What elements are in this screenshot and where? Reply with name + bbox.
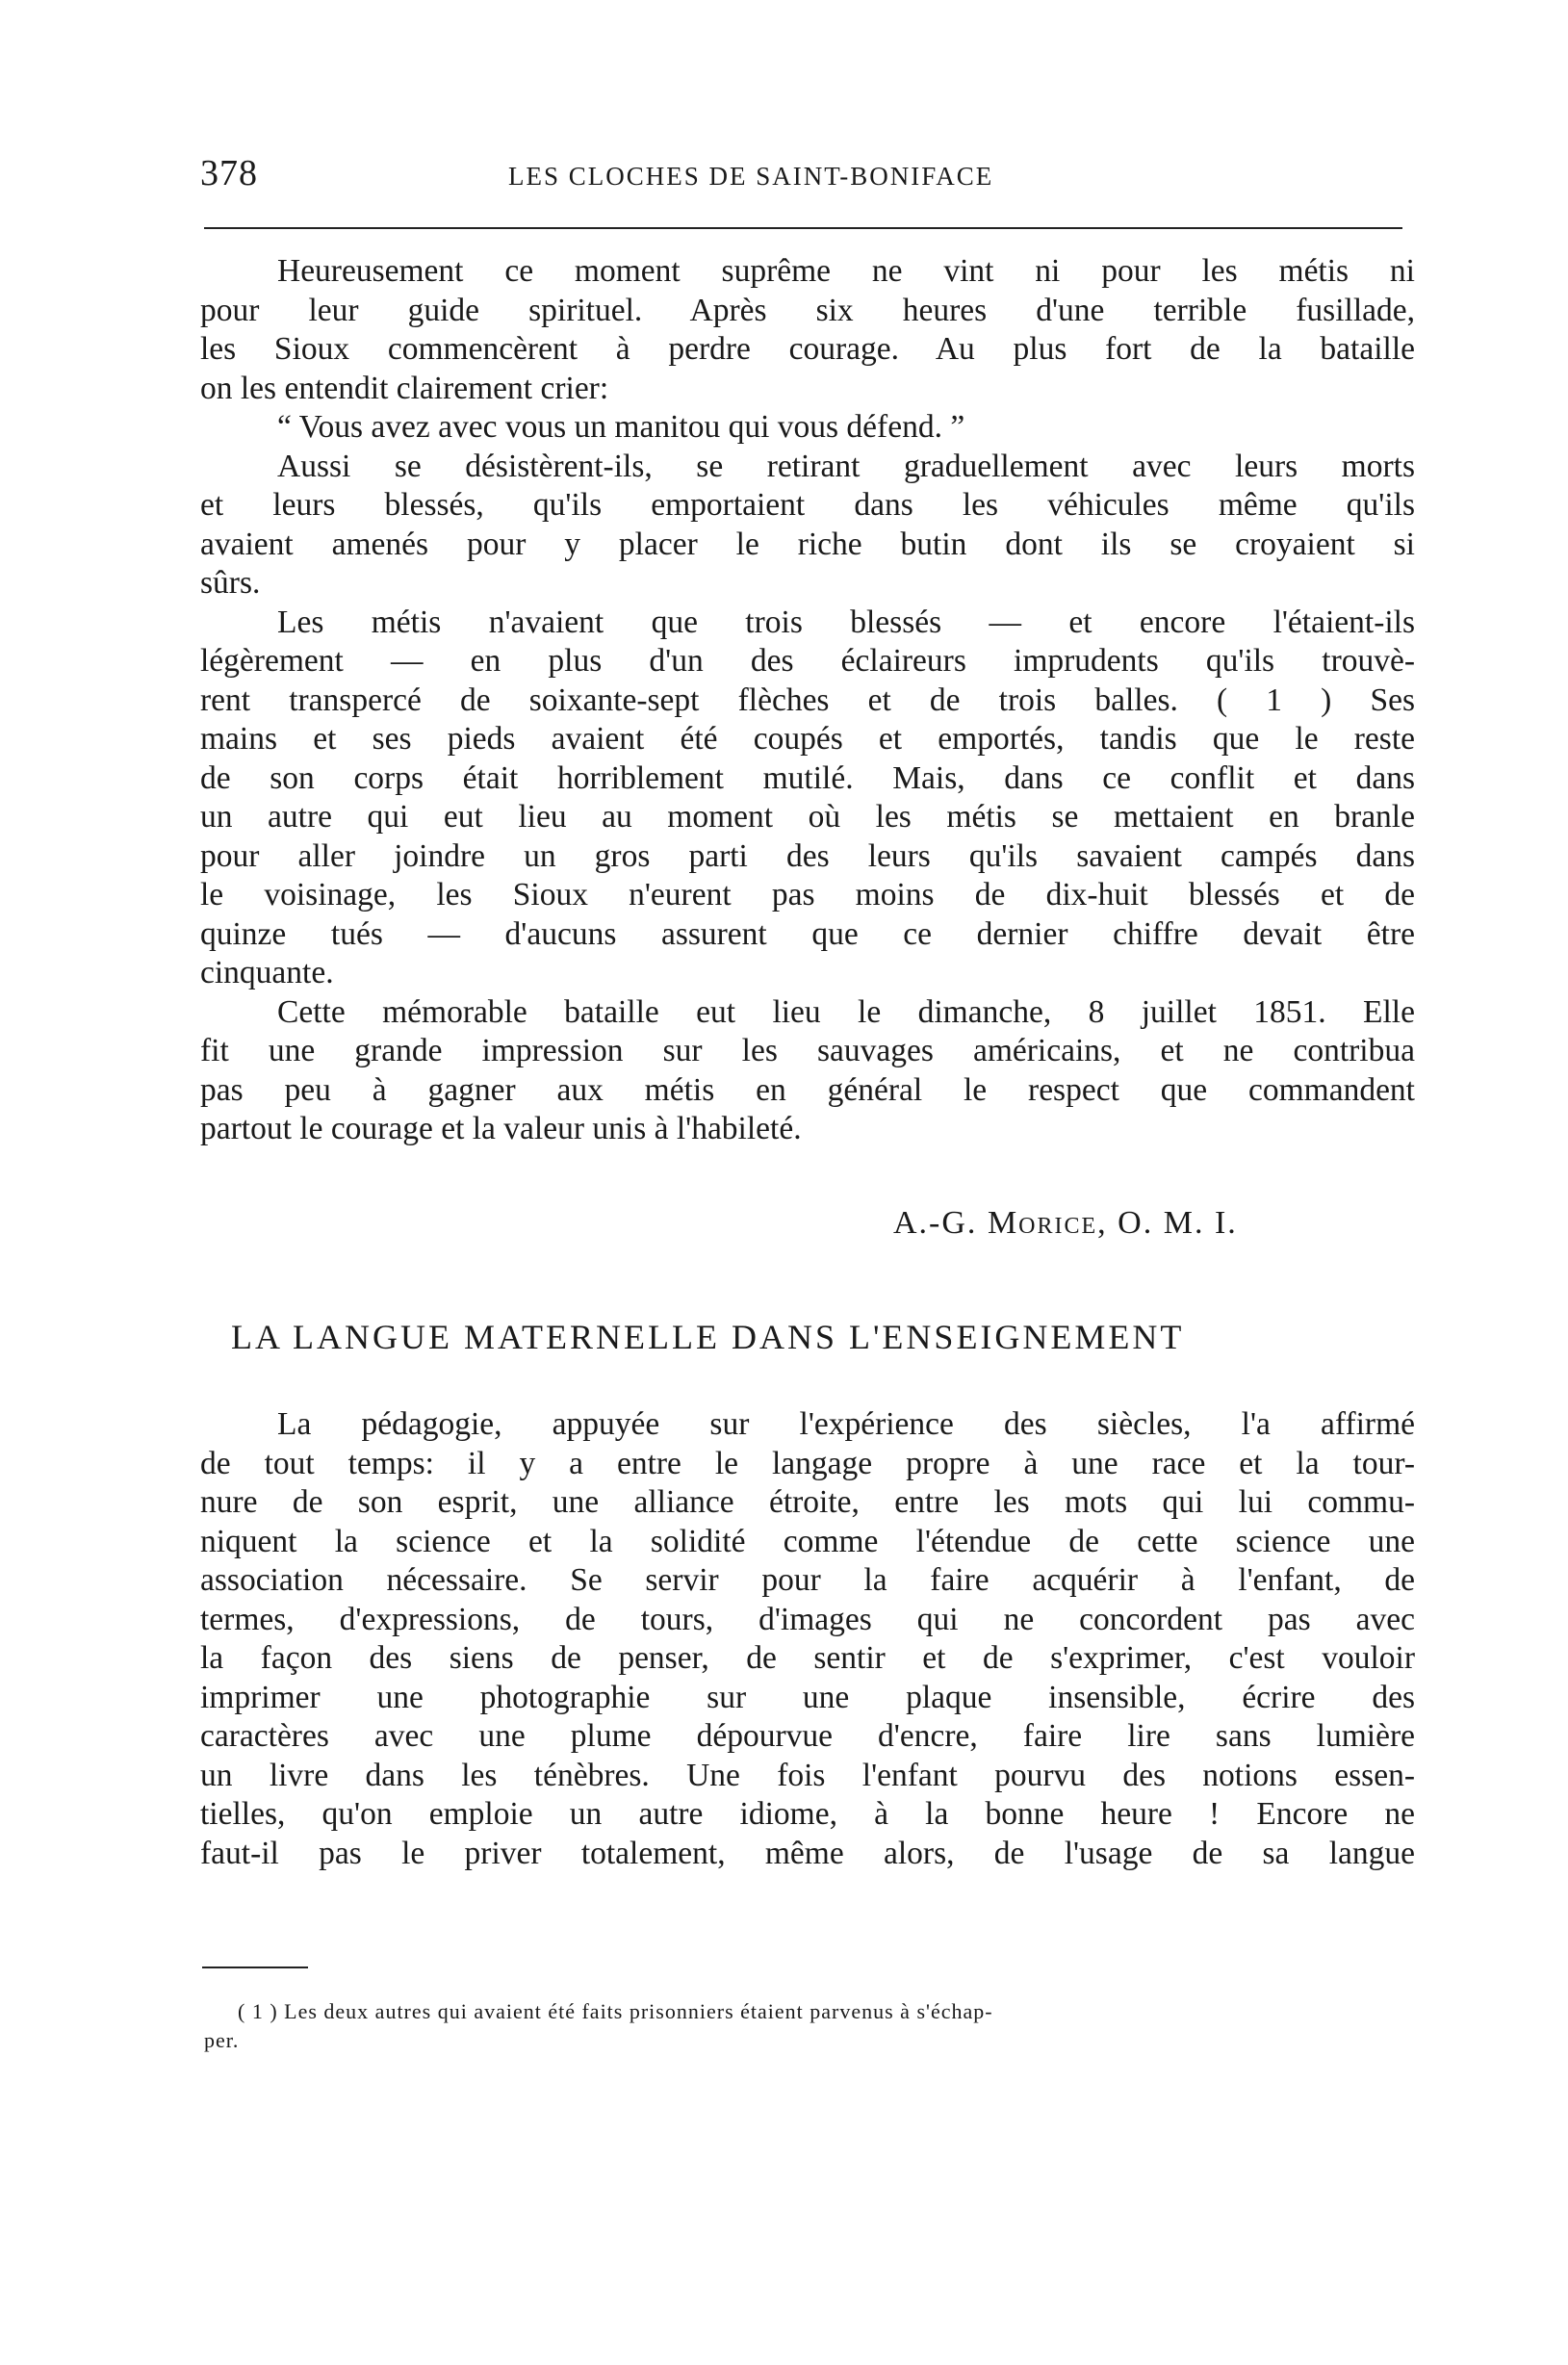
text-line: un livre dans les ténèbres. Une fois l'enfant pourvu des notions essen- bbox=[200, 1757, 1415, 1793]
quoted-line: “ Vous avez avec vous un manitou qui vous défend. ” bbox=[277, 409, 965, 445]
text-line: pour aller joindre un gros parti des leurs qu'ils savaient campés dans bbox=[200, 837, 1415, 874]
signature-order: , O. M. I. bbox=[1097, 1205, 1238, 1241]
text-line: le voisinage, les Sioux n'eurent pas moins de dix-huit blessés et de bbox=[200, 877, 1415, 913]
text-line: et leurs blessés, qu'ils emportaient dans les véhicules même qu'ils bbox=[200, 487, 1415, 523]
text-line: pour leur guide spirituel. Après six heures d'une terrible fusillade, bbox=[200, 292, 1415, 328]
footnote-line: ( 1 ) Les deux autres qui avaient été faits prisonniers étaient parvenus à s'échap- bbox=[238, 1999, 993, 2023]
running-head bbox=[200, 152, 1403, 200]
running-title: LES CLOCHES DE SAINT-BONIFACE bbox=[508, 162, 994, 191]
article-one-body bbox=[200, 252, 1415, 1149]
text-line: Aussi se désistèrent-ils, se retirant graduellement avec leurs morts bbox=[277, 448, 1415, 484]
text-line: imprimer une photographie sur une plaque insensible, écrire des bbox=[200, 1679, 1415, 1715]
text-line: niquent la science et la solidité comme l'étendue de cette science une bbox=[200, 1523, 1415, 1559]
text-line: cinquante. bbox=[200, 955, 334, 990]
text-line: termes, d'expressions, de tours, d'images qui ne concordent pas avec bbox=[200, 1601, 1415, 1637]
section-heading: LA LANGUE MATERNELLE DANS L'ENSEIGNEMENT bbox=[231, 1318, 1185, 1356]
text-line: la façon des siens de penser, de sentir et de s'exprimer, c'est vouloir bbox=[200, 1640, 1415, 1676]
article-two-body bbox=[200, 1405, 1415, 1873]
text-line: association nécessaire. Se servir pour la faire acquérir à l'enfant, de bbox=[200, 1562, 1415, 1598]
text-line: les Sioux commencèrent à perdre courage. Au plus fort de la bataille bbox=[200, 331, 1415, 367]
text-line: nure de son esprit, une alliance étroite, entre les mots qui lui commu- bbox=[200, 1484, 1415, 1520]
footnotes bbox=[204, 1997, 1263, 2055]
signature-name: Morice bbox=[987, 1205, 1098, 1241]
footnote-rule bbox=[202, 1967, 308, 1968]
author-signature bbox=[893, 1205, 1238, 1242]
text-line: Heureusement ce moment suprême ne vint ni pour les métis ni bbox=[277, 253, 1415, 289]
header-rule bbox=[204, 227, 1402, 229]
text-line: La pédagogie, appuyée sur l'expérience des siècles, l'a affirmé bbox=[277, 1406, 1415, 1442]
text-line: on les entendit clairement crier: bbox=[200, 370, 609, 406]
text-line: de son corps était horriblement mutilé. Mais, dans ce conflit et dans bbox=[200, 759, 1415, 796]
text-line: légèrement — en plus d'un des éclaireurs imprudents qu'ils trouvè- bbox=[200, 643, 1415, 679]
text-line: Les métis n'avaient que trois blessés — et encore l'étaient-ils bbox=[277, 604, 1415, 640]
text-line: tielles, qu'on emploie un autre idiome, à la bonne heure ! Encore ne bbox=[200, 1796, 1415, 1832]
text-line: partout le courage et la valeur unis à l'habileté. bbox=[200, 1111, 802, 1146]
text-line: avaient amenés pour y placer le riche butin dont ils se croyaient si bbox=[200, 526, 1415, 562]
text-line: pas peu à gagner aux métis en général le respect que commandent bbox=[200, 1071, 1415, 1108]
text-line: rent transpercé de soixante-sept flèches et de trois balles. ( 1 ) Ses bbox=[200, 681, 1415, 718]
text-line: caractères avec une plume dépourvue d'encre, faire lire sans lumière bbox=[200, 1718, 1415, 1754]
text-line: de tout temps: il y a entre le langage propre à une race et la tour- bbox=[200, 1445, 1415, 1481]
text-line: Cette mémorable bataille eut lieu le dimanche, 8 juillet 1851. Elle bbox=[277, 993, 1415, 1030]
text-line: sûrs. bbox=[200, 565, 261, 601]
text-line: mains et ses pieds avaient été coupés et emportés, tandis que le reste bbox=[200, 721, 1415, 757]
signature-initials: A.-G. bbox=[893, 1205, 988, 1241]
text-line: fit une grande impression sur les sauvages américains, et ne contribua bbox=[200, 1033, 1415, 1068]
page-number: 378 bbox=[200, 153, 258, 193]
footnote-line: per. bbox=[204, 2028, 240, 2052]
text-line: un autre qui eut lieu au moment où les métis se mettaient en branle bbox=[200, 799, 1415, 835]
text-line: quinze tués — d'aucuns assurent que ce dernier chiffre devait être bbox=[200, 915, 1415, 952]
text-line: faut-il pas le priver totalement, même alors, de l'usage de sa langue bbox=[200, 1835, 1415, 1871]
